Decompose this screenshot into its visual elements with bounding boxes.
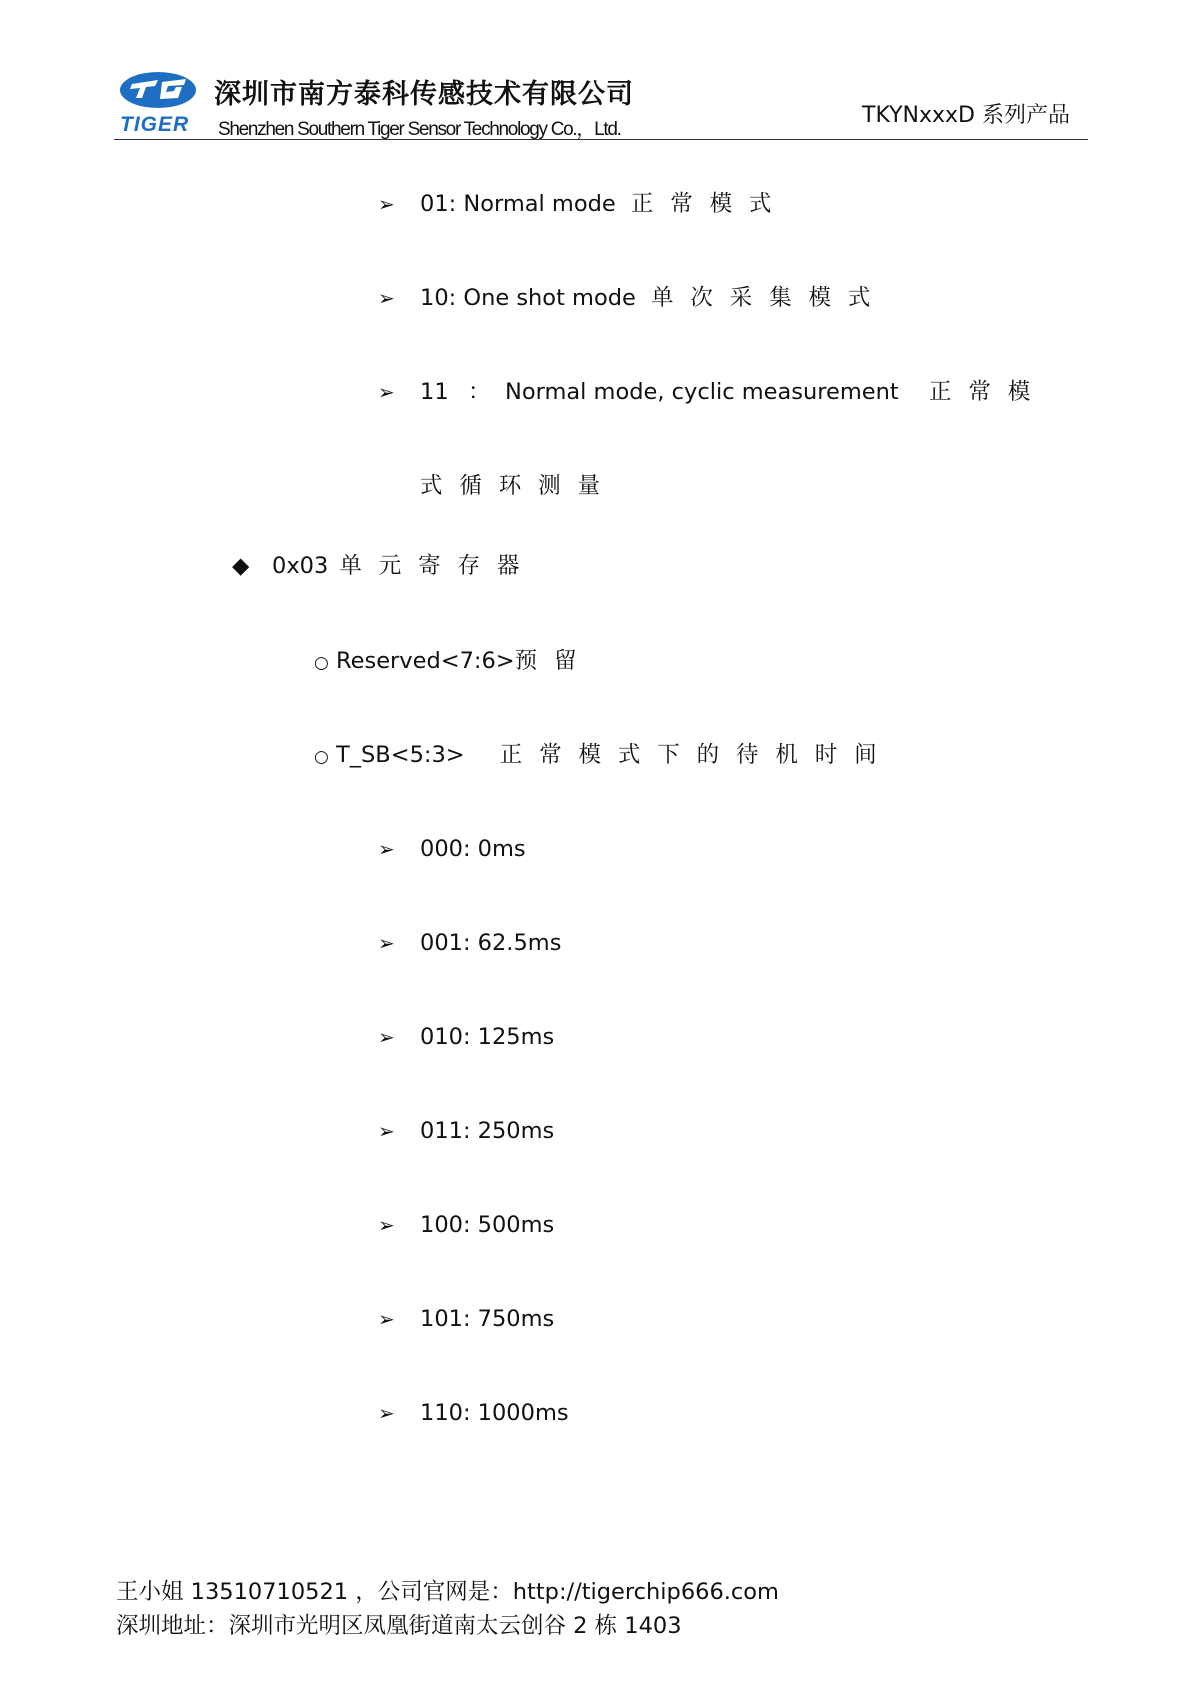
field-name: T_SB<5:3>	[336, 742, 465, 768]
company-logo	[118, 70, 202, 136]
list-item-text	[420, 190, 788, 218]
sub-bullet	[314, 647, 593, 677]
standby-item: 001: 62.5ms	[420, 930, 562, 956]
mode-desc: 正常模式	[630, 191, 789, 217]
standby-item: 100: 500ms	[420, 1212, 555, 1238]
mode-desc-continued: 式循环测量	[420, 473, 617, 499]
company-name-cn: 深圳市南方泰科传感技术有限公司	[214, 79, 634, 110]
arrow-bullet-icon: ➢	[378, 380, 395, 404]
mode-text: Normal mode, cyclic measurement	[505, 379, 899, 405]
circle-bullet-icon: ○	[314, 747, 329, 767]
mode-code: 11	[420, 379, 449, 405]
circle-bullet-icon: ○	[314, 653, 329, 673]
arrow-bullet-icon: ➢	[378, 192, 395, 216]
mode-code: 01: Normal mode	[420, 191, 616, 217]
arrow-bullet-icon: ➢	[378, 286, 395, 310]
sub-bullet	[314, 741, 894, 771]
mode-desc: 正常模	[929, 379, 1048, 405]
register-address: 0x03	[272, 553, 329, 579]
arrow-bullet-icon: ➢	[378, 1119, 395, 1143]
company-name-en: Shenzhen Southern Tiger Sensor Technology Co.，Ltd.	[218, 119, 621, 140]
diamond-bullet-icon: ◆	[232, 553, 250, 579]
logo-text: TIGER	[120, 113, 190, 136]
arrow-bullet-icon: ➢	[378, 1025, 395, 1049]
arrow-bullet-icon: ➢	[378, 1307, 395, 1331]
register-name: 单元寄存器	[339, 553, 537, 579]
list-item	[378, 378, 395, 406]
arrow-bullet-icon: ➢	[378, 837, 395, 861]
mode-desc: 单次采集模式	[651, 285, 888, 311]
standby-item: 110: 1000ms	[420, 1400, 569, 1426]
list-item	[378, 284, 395, 312]
field-desc: 预留	[514, 648, 594, 674]
standby-item: 010: 125ms	[420, 1024, 555, 1050]
mode-code: 10: One shot mode	[420, 285, 636, 311]
mode-colon: ：	[468, 379, 491, 405]
register-heading	[272, 552, 536, 580]
logo-icon	[118, 70, 202, 136]
arrow-bullet-icon: ➢	[378, 1213, 395, 1237]
standby-item: 011: 250ms	[420, 1118, 555, 1144]
standby-item: 101: 750ms	[420, 1306, 555, 1332]
product-series: TKYNxxxD 系列产品	[862, 103, 1070, 128]
list-item-text	[420, 284, 887, 312]
footer-contact: 王小姐 13510710521 ，公司官网是：http://tigerchip666.com	[116, 1579, 779, 1605]
arrow-bullet-icon: ➢	[378, 931, 395, 955]
arrow-bullet-icon: ➢	[378, 1401, 395, 1425]
standby-item: 000: 0ms	[420, 836, 526, 862]
header-divider	[114, 139, 1088, 140]
field-desc: 正常模式下的待机时间	[499, 742, 894, 768]
footer-address: 深圳地址：深圳市光明区凤凰街道南太云创谷 2 栋 1403	[116, 1613, 682, 1639]
field-name: Reserved<7:6>	[336, 648, 515, 674]
list-item	[378, 190, 395, 218]
